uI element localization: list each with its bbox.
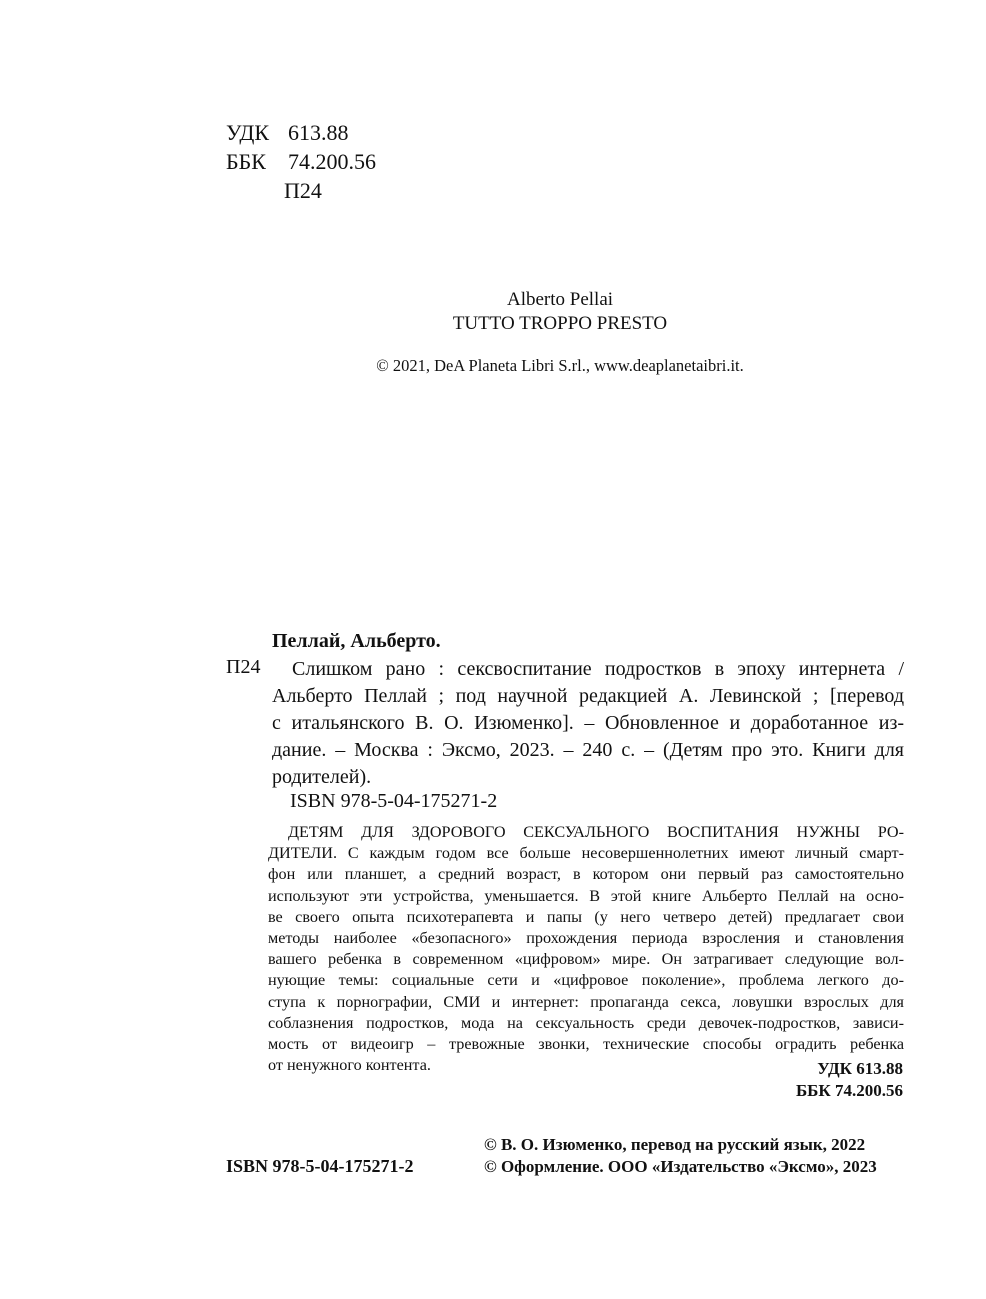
original-edition bbox=[300, 288, 820, 336]
bottom-bbk: ББК 74.200.56 bbox=[795, 1081, 903, 1100]
annotation-line: от ненужного контента. bbox=[268, 1056, 431, 1075]
catalog-author-heading: Пеллай, Альберто. bbox=[272, 630, 441, 652]
udk-value: 613.88 bbox=[288, 120, 349, 145]
description-line: Альберто Пеллай ; под научной редакцией А. Левинской ; [перевод bbox=[272, 685, 904, 707]
udk-label: УДК bbox=[226, 120, 270, 145]
annotation-line: мость от видеоигр – тревожные звонки, технические способы оградить ребенка bbox=[268, 1035, 904, 1054]
copyright-translation: © В. О. Изюменко, перевод на русский язык, 2022 bbox=[484, 1135, 866, 1154]
catalog-isbn: ISBN 978-5-04-175271-2 bbox=[290, 790, 498, 812]
annotation-line: фон или планшет, а средний возраст, в котором они первый раз самостоятельно bbox=[268, 865, 904, 884]
original-author: Alberto Pellai bbox=[506, 289, 614, 310]
description-line: Слишком рано : сексвоспитание подростков в эпоху интернета / bbox=[292, 658, 904, 680]
bottom-classification bbox=[700, 1058, 903, 1102]
annotation bbox=[268, 822, 904, 1076]
original-title: TUTTO TROPPO PRESTO bbox=[452, 313, 668, 334]
bottom-isbn: ISBN 978-5-04-175271-2 bbox=[226, 1156, 414, 1176]
annotation-line: ступа к порнографии, СМИ и интернет: пропаганда секса, ловушки взрослых для bbox=[268, 992, 904, 1011]
annotation-line: ве своего опыта психотерапевта и папы (у него четверо детей) предлагает свои bbox=[268, 907, 904, 926]
annotation-line: используют эти устройства, уменьшается. В этой книге Альберто Пеллай на осно- bbox=[268, 886, 904, 905]
description-line: дание. – Москва : Эксмо, 2023. – 240 с. – (Детям про это. Книги для bbox=[272, 739, 904, 761]
annotation-line: нующие темы: социальные сети и «цифровое поколение», проблема легкого до- bbox=[268, 971, 904, 990]
bbk-value: 74.200.56 bbox=[288, 149, 376, 174]
annotation-line: методы наиболее «безопасного» прохождения периода взросления и становления bbox=[268, 929, 904, 948]
bbk-line bbox=[226, 147, 376, 176]
catalog-description bbox=[272, 656, 904, 791]
annotation-line: ДЕТЯМ ДЛЯ ЗДОРОВОГО СЕКСУАЛЬНОГО ВОСПИТАНИЯ НУЖНЫ РО- bbox=[288, 823, 904, 841]
catalog-code: П24 bbox=[226, 656, 261, 678]
bbk-label: ББК bbox=[226, 149, 266, 174]
copyright-block bbox=[484, 1134, 877, 1178]
udk-line bbox=[226, 118, 376, 147]
author-code: П24 bbox=[284, 178, 322, 203]
annotation-line: ДИТЕЛИ. С каждым годом все больше несовершеннолетних имеют личный смарт- bbox=[268, 844, 904, 863]
annotation-line: соблазнения подростков, мода на сексуальность среди девочек-подростков, зависи- bbox=[268, 1013, 904, 1032]
description-line: с итальянского В. О. Изюменко]. – Обновленное и доработанное из- bbox=[272, 712, 904, 734]
original-copyright: © 2021, DeA Planeta Libri S.rl., www.deaplanetaibri.it. bbox=[376, 356, 744, 375]
annotation-line: вашего ребенка в современном «цифровом» мире. Он затрагивает следующие вол- bbox=[268, 950, 904, 969]
bottom-udk: УДК 613.88 bbox=[817, 1059, 903, 1078]
classification-block bbox=[226, 118, 376, 205]
description-line: родителей). bbox=[272, 766, 372, 788]
copyright-design: © Оформление. ООО «Издательство «Эксмо», 2023 bbox=[484, 1157, 877, 1176]
